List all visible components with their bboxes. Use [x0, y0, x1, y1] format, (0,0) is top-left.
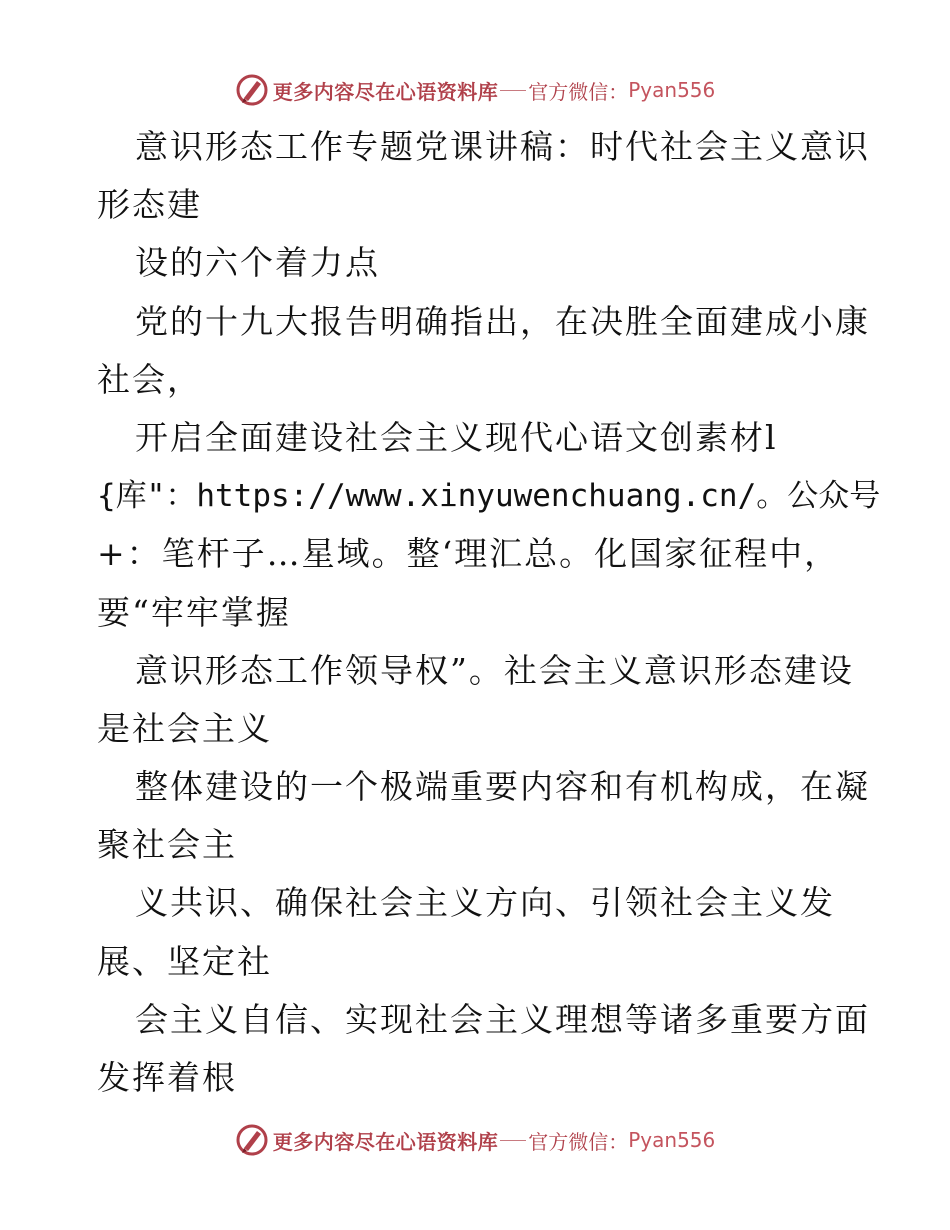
text-line: 意识形态工作专题党课讲稿：时代社会主义意识 [135, 127, 870, 166]
footer-watermark-banner [0, 1120, 950, 1160]
pen-logo-icon [235, 1123, 269, 1157]
banner-dash-divider [500, 90, 526, 91]
text-line: 整体建设的一个极端重要内容和有机构成，在凝 [135, 767, 870, 807]
text-line: 开启全面建设社会主义现代心语文创素材l [135, 417, 778, 457]
text-line: 设的六个着力点 [135, 243, 380, 283]
document-body [97, 118, 881, 1107]
text-line: +：笔杆子…星域。整‘理汇总。化国家征程中， [97, 534, 840, 574]
wechat-id: Pyan556 [628, 78, 716, 102]
brand-text: 更多内容尽在心语资料库 [272, 79, 499, 104]
pen-logo-icon [235, 73, 269, 107]
header-watermark-banner [0, 70, 950, 110]
text-line: 党的十九大报告明确指出，在决胜全面建成小康 [135, 301, 870, 341]
wechat-label: 官方微信： [528, 79, 629, 104]
banner-dash-divider [500, 1140, 526, 1141]
text-line: 展、坚定社 [97, 941, 272, 981]
text-line: 聚社会主 [97, 825, 237, 865]
text-line: 义共识、确保社会主义方向、引领社会主义发 [135, 883, 835, 923]
text-line: 形态建 [97, 185, 202, 225]
text-line: 是社会主义 [97, 708, 272, 748]
wechat-label: 官方微信： [528, 1129, 629, 1154]
text-line: 会主义自信、实现社会主义理想等诸多重要方面 [135, 999, 870, 1039]
text-line-url: {库"：https://www.xinyuwenchuang.cn/。公众号 [97, 478, 881, 515]
brand-text: 更多内容尽在心语资料库 [272, 1129, 499, 1154]
text-line: 发挥着根 [97, 1058, 237, 1097]
text-line: 要“牢牢掌握 [97, 592, 291, 632]
text-line: 意识形态工作领导权”。社会主义意识形态建设 [135, 650, 854, 690]
wechat-id: Pyan556 [628, 1128, 716, 1152]
text-line: 社会， [97, 359, 202, 399]
